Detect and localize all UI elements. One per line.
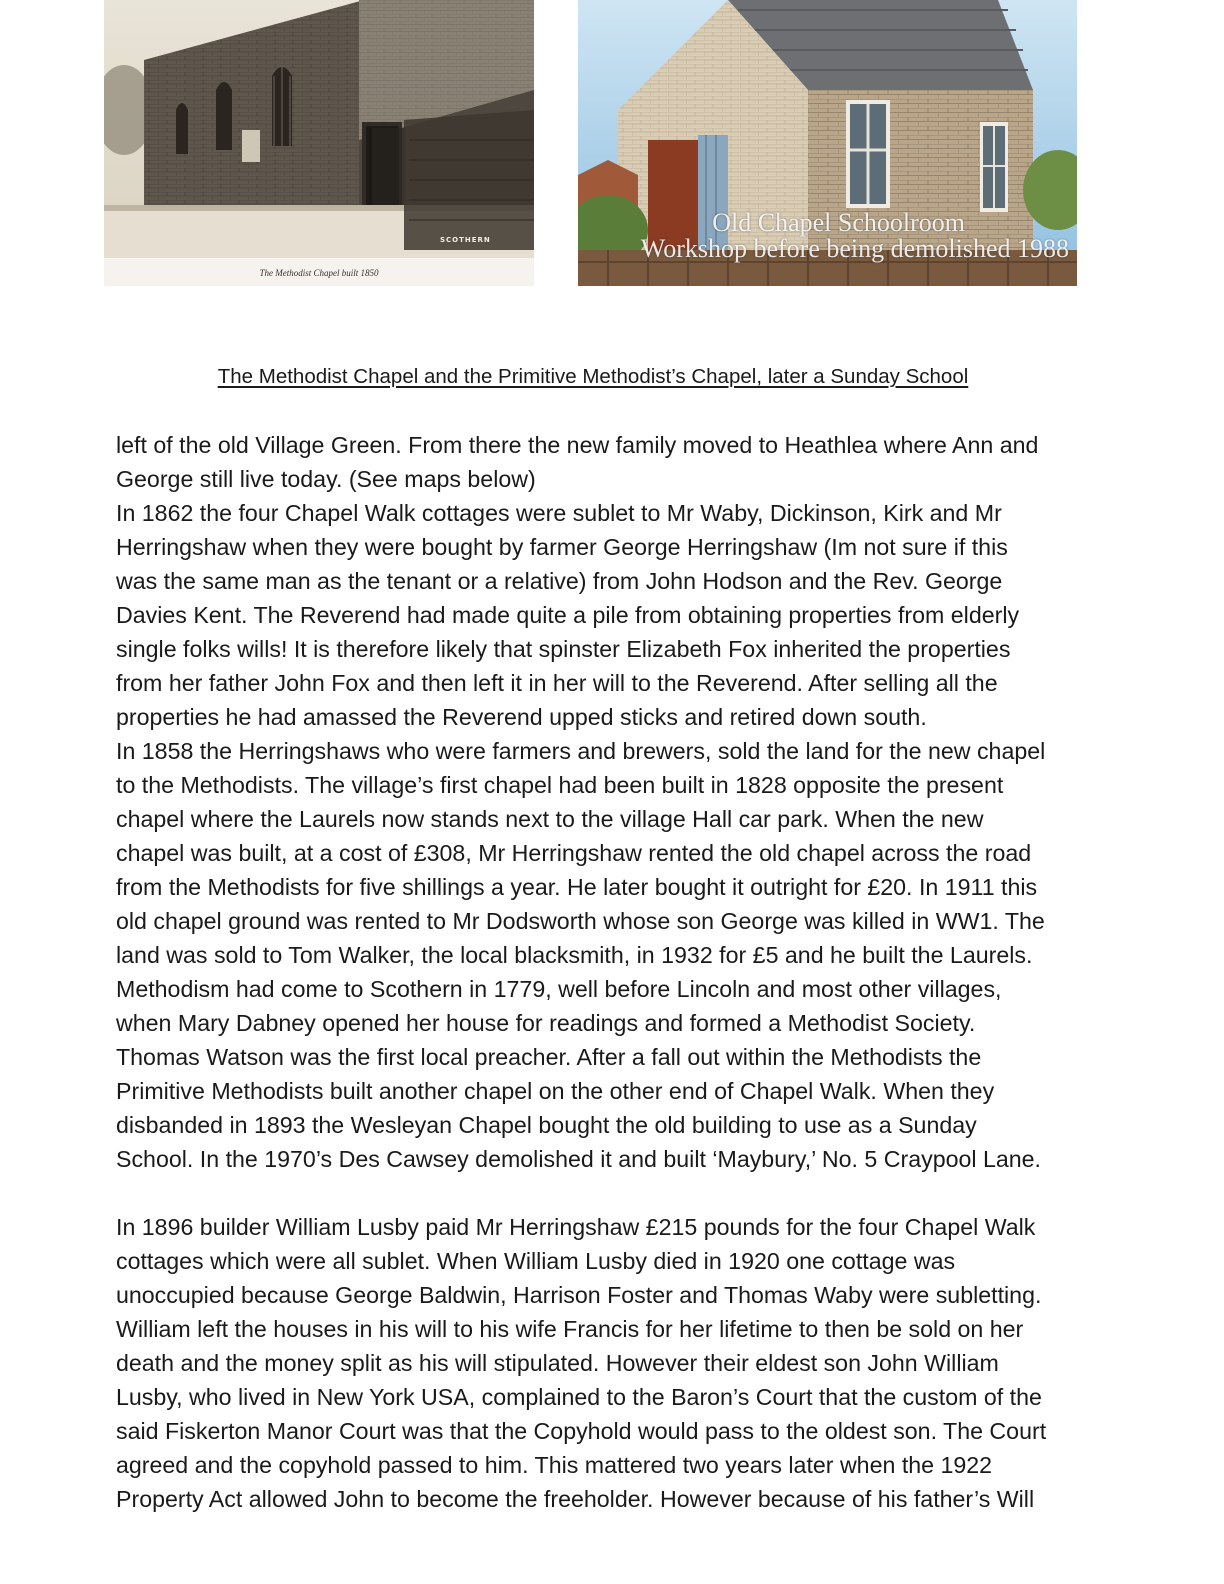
photo-overlay-line2: Workshop before being demolished 1988	[640, 234, 1069, 263]
photo-stamp: SCOTHERN	[440, 236, 491, 244]
text-line: cottages which were all sublet. When William Lusby died in 1920 one cottage was	[116, 1248, 956, 1274]
text-line: properties he had amassed the Reverend upped sticks and retired down south.	[116, 704, 927, 730]
text-line: In 1896 builder William Lusby paid Mr Herringshaw £215 pounds for the four Chapel Walk	[116, 1214, 1036, 1240]
text-line: unoccupied because George Baldwin, Harrison Foster and Thomas Waby were subletting.	[116, 1282, 1042, 1308]
photo-overlay-line1: Old Chapel Schoolroom	[712, 208, 965, 237]
text-line: Methodism had come to Scothern in 1779, well before Lincoln and most other villages,	[116, 976, 1002, 1002]
text-line: said Fiskerton Manor Court was that the Copyhold would pass to the oldest son. The Court	[116, 1418, 1047, 1444]
text-line: disbanded in 1893 the Wesleyan Chapel bought the old building to use as a Sunday	[116, 1112, 977, 1138]
text-line: Lusby, who lived in New York USA, complained to the Baron’s Court that the custom of the	[116, 1384, 1042, 1410]
text-line: to the Methodists. The village’s first chapel had been built in 1828 opposite the present	[116, 772, 1004, 798]
text-line: chapel where the Laurels now stands next to the village Hall car park. When the new	[116, 806, 984, 832]
text-line: Primitive Methodists built another chapel on the other end of Chapel Walk. When they	[116, 1078, 995, 1104]
text-line: George still live today. (See maps below)	[116, 466, 536, 492]
text-line: William left the houses in his will to his wife Francis for her lifetime to then be sold on her	[116, 1316, 1024, 1342]
left-photo-caption: The Methodist Chapel built 1850	[259, 268, 379, 278]
text-line: agreed and the copyhold passed to him. This mattered two years later when the 1922	[116, 1452, 993, 1478]
body-paragraph-2	[116, 1210, 1106, 1516]
text-line: death and the money split as his will stipulated. However their eldest son John William	[116, 1350, 999, 1376]
text-line: single folks wills! It is therefore likely that spinster Elizabeth Fox inherited the properties	[116, 636, 1011, 662]
text-line: Davies Kent. The Reverend had made quite a pile from obtaining properties from elderly	[116, 602, 1020, 628]
methodist-chapel-photo	[104, 0, 534, 286]
text-line: was the same man as the tenant or a relative) from John Hodson and the Rev. George	[116, 568, 1003, 594]
text-line: when Mary Dabney opened her house for readings and formed a Methodist Society.	[116, 1010, 976, 1036]
text-line: School. In the 1970’s Des Cawsey demolished it and built ‘Maybury,’ No. 5 Craypool Lane.	[116, 1146, 1041, 1172]
old-chapel-schoolroom-photo	[578, 0, 1077, 286]
body-paragraph-1	[116, 428, 1106, 1176]
text-line: In 1858 the Herringshaws who were farmers and brewers, sold the land for the new chapel	[116, 738, 1046, 764]
figure-caption: The Methodist Chapel and the Primitive Methodist’s Chapel, later a Sunday School	[217, 365, 969, 388]
text-line: chapel was built, at a cost of £308, Mr Herringshaw rented the old chapel across the road	[116, 840, 1032, 866]
text-line: Thomas Watson was the first local preacher. After a fall out within the Methodists the	[116, 1044, 982, 1070]
text-line: from her father John Fox and then left it in her will to the Reverend. After selling all the	[116, 670, 998, 696]
text-line: left of the old Village Green. From there the new family moved to Heathlea where Ann and	[116, 432, 1039, 458]
text-line: from the Methodists for five shillings a year. He later bought it outright for £20. In 1911 this	[116, 874, 1038, 900]
text-line: old chapel ground was rented to Mr Dodsworth whose son George was killed in WW1. The	[116, 908, 1045, 934]
text-line: In 1862 the four Chapel Walk cottages were sublet to Mr Waby, Dickinson, Kirk and Mr	[116, 500, 1002, 526]
text-line: Property Act allowed John to become the freeholder. However because of his father’s Will	[116, 1486, 1035, 1512]
text-line: land was sold to Tom Walker, the local blacksmith, in 1932 for £5 and he built the Laurels.	[116, 942, 1033, 968]
text-line: Herringshaw when they were bought by farmer George Herringshaw (Im not sure if this	[116, 534, 1008, 560]
